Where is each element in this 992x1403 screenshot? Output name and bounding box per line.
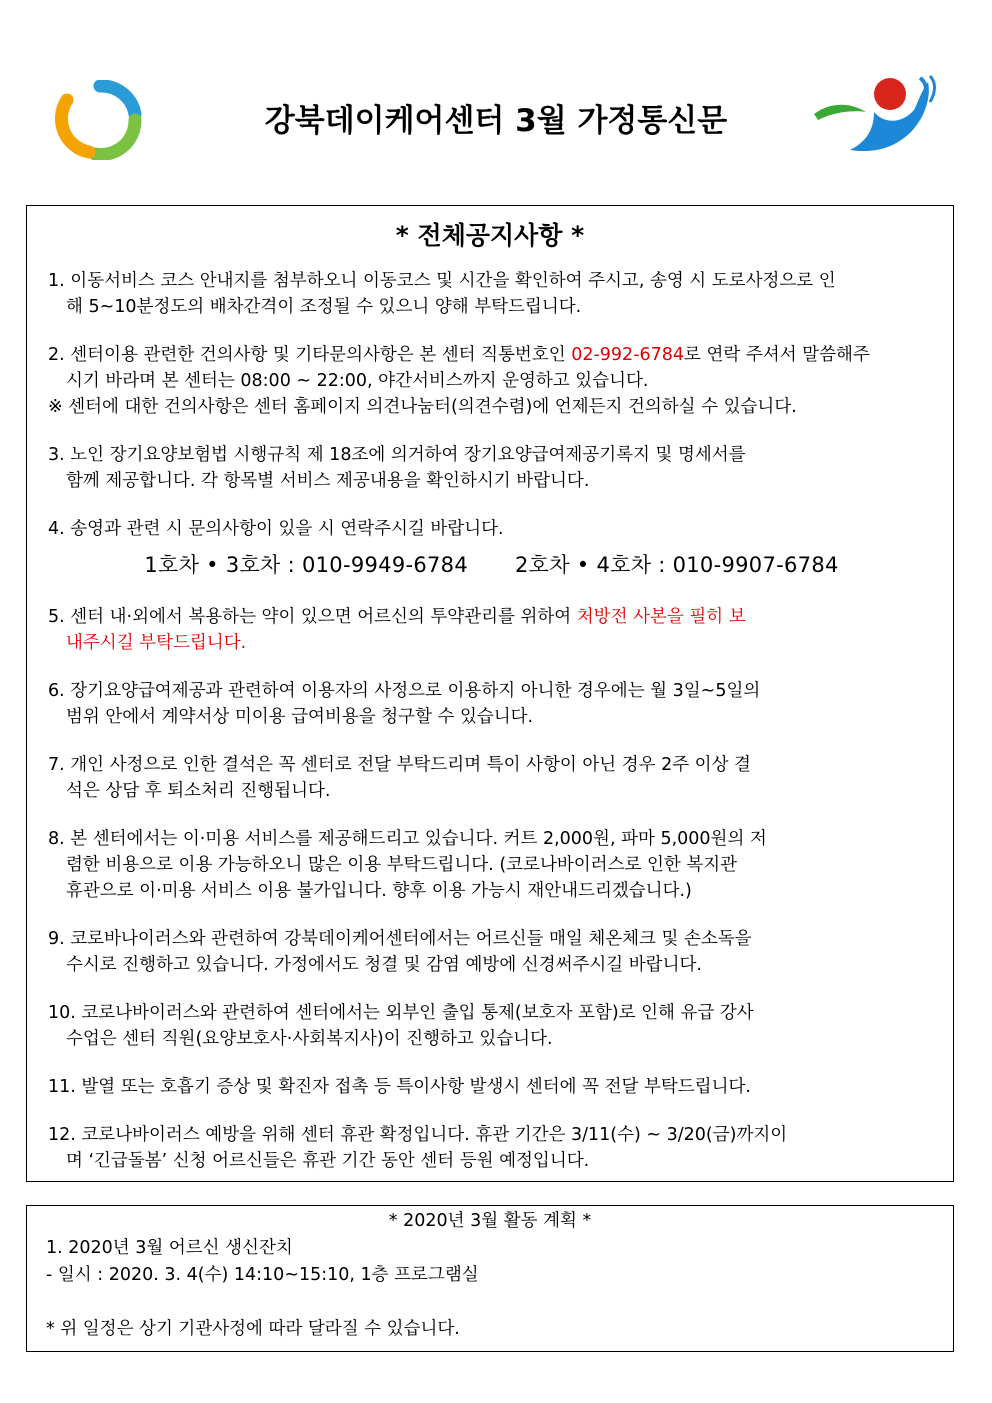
item-text: 3. 노인 장기요양보험법 시행규칙 제 18조에 의거하여 장기요양급여제공기록지 및 명세서를 (48, 445, 746, 465)
item-text: 휴관으로 이·미용 서비스 이용 불가입니다. 향후 이용 가능시 재안내드리겠습니다.) (66, 881, 692, 901)
plan-lines (27, 1235, 953, 1343)
plan-line: 1. 2020년 3월 어르신 생신잔치 (46, 1238, 293, 1258)
list-item (48, 1122, 935, 1174)
notice-box (26, 205, 954, 1182)
item-text: 석은 상담 후 퇴소처리 진행됩니다. (66, 781, 331, 801)
highlight-text: 내주시길 부탁드립니다. (66, 633, 247, 653)
header (0, 0, 992, 200)
list-item (48, 926, 935, 978)
item-text: 수업은 센터 직원(요양보호사·사회복지사)이 진행하고 있습니다. (66, 1029, 553, 1049)
highlight-text: 처방전 사본을 필히 보 (576, 607, 746, 627)
list-item (48, 342, 935, 420)
list-item (48, 442, 935, 494)
activity-plan-box (26, 1205, 954, 1352)
item-text: 11. 발열 또는 호흡기 증상 및 확진자 접촉 등 특이사항 발생시 센터에 꼭 전달 부탁드립니다. (48, 1077, 751, 1097)
item-text: 7. 개인 사정으로 인한 결석은 꼭 센터로 전달 부탁드리며 특이 사항이 아닌 경우 2주 이상 결 (48, 755, 751, 775)
list-item (48, 604, 935, 656)
item-text: 로 연락 주셔서 말씀해주 (684, 345, 870, 365)
item-note: ※ 센터에 대한 건의사항은 센터 홈페이지 의견나눔터(의견수렴)에 언제든지 건의하실 수 있습니다. (48, 397, 797, 417)
item-text: 10. 코로나바이러스와 관련하여 센터에서는 외부인 출입 통제(보호자 포함)로 인해 유급 강사 (48, 1003, 754, 1023)
item-text: 시기 바라며 본 센터는 08:00 ~ 22:00, 야간서비스까지 운영하고 있습니다. (66, 371, 649, 391)
list-item (48, 516, 935, 578)
plan-line: - 일시 : 2020. 3. 4(수) 14:10~15:10, 1층 프로그램실 (46, 1265, 479, 1285)
item-text: 4. 송영과 관련 시 문의사항이 있을 시 연락주시길 바랍니다. (48, 519, 504, 539)
item-text: 5. 센터 내·외에서 복용하는 약이 있으면 어르신의 투약관리를 위하여 (48, 607, 577, 627)
vehicle-phone-1: 1호차 • 3호차 : 010-9949-6784 (144, 553, 468, 577)
item-text: 8. 본 센터에서는 이·미용 서비스를 제공해드리고 있습니다. 커트 2,000원, 파마 5,000원의 저 (48, 829, 767, 849)
spacer (46, 1289, 953, 1316)
vehicle-phone-2: 2호차 • 4호차 : 010-9907-6784 (514, 553, 839, 577)
item-text: 9. 코로바나이러스와 관련하여 강북데이케어센터에서는 어르신들 매일 체온체크 및 손소독을 (48, 929, 752, 949)
notice-list (48, 268, 935, 1196)
list-item (48, 752, 935, 804)
item-text: 렴한 비용으로 이용 가능하오니 많은 이용 부탁드립니다. (코로나바이러스로 인한 복지관 (66, 855, 738, 875)
list-item (48, 1074, 935, 1100)
list-item (48, 678, 935, 730)
list-item (48, 826, 935, 904)
item-text: 해 5~10분정도의 배차간격이 조정될 수 있으니 양해 부탁드립니다. (66, 297, 582, 317)
item-text: 함께 제공합니다. 각 항목별 서비스 제공내용을 확인하시기 바랍니다. (66, 471, 590, 491)
plan-footnote: * 위 일정은 상기 기관사정에 따라 달라질 수 있습니다. (46, 1319, 460, 1339)
city-emblem-icon (810, 72, 940, 158)
item-text: 수시로 진행하고 있습니다. 가정에서도 청결 및 감염 예방에 신경써주시길 바랍니다. (66, 955, 702, 975)
item-text (48, 604, 935, 630)
item-text: 2. 센터이용 관련한 건의사항 및 기타문의사항은 본 센터 직통번호인 (48, 345, 572, 365)
item-text: 범위 안에서 계약서상 미이용 급여비용을 청구할 수 있습니다. (66, 707, 534, 727)
list-item (48, 268, 935, 320)
item-text: 1. 이동서비스 코스 안내지를 첨부하오니 이동코스 및 시간을 확인하여 주시고, 송영 시 도로사정으로 인 (48, 271, 836, 291)
vehicle-phones (48, 552, 935, 578)
page-title: 강북데이케어센터 3월 가정통신문 (264, 103, 728, 139)
notice-title: * 전체공지사항 * (395, 221, 585, 250)
item-text: 12. 코로나바이러스 예방을 위해 센터 휴관 확정입니다. 휴관 기간은 3/11(수) ~ 3/20(금)까지이 (48, 1125, 788, 1145)
list-item (48, 1000, 935, 1052)
plan-title: * 2020년 3월 활동 계획 * (388, 1211, 592, 1231)
item-text: 며 ‘긴급돌봄’ 신청 어르신들은 휴관 기간 동안 센터 등원 예정입니다. (66, 1151, 590, 1171)
item-text: 6. 장기요양급여제공과 관련하여 이용자의 사정으로 이용하지 아니한 경우에는 월 3일~5일의 (48, 681, 761, 701)
item-text (48, 342, 935, 368)
center-phone: 02-992-6784 (571, 345, 685, 365)
